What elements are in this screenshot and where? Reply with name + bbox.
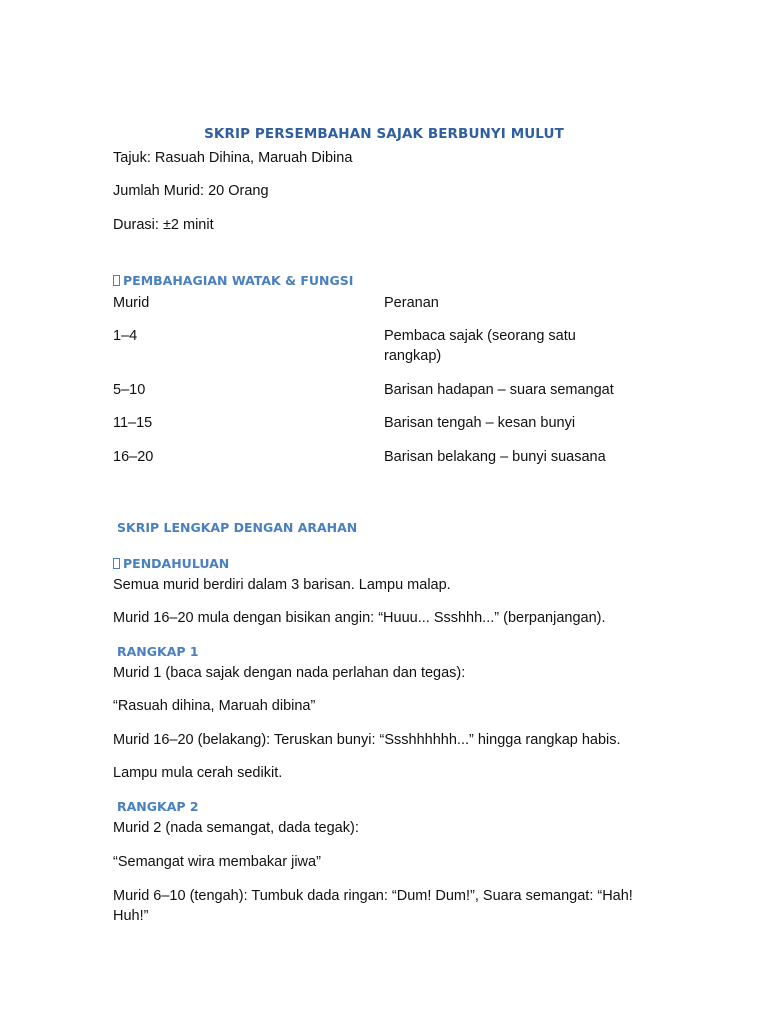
table-header-murid: Murid — [113, 295, 150, 311]
table-header-peranan: Peranan — [384, 295, 439, 311]
table-cell-peranan: Barisan belakang – bunyi suasana — [384, 449, 606, 465]
roles-heading — [113, 273, 353, 288]
info-durasi: Durasi: ±2 minit — [113, 217, 214, 233]
info-jumlah: Jumlah Murid: 20 Orang — [113, 183, 269, 199]
rangkap2-line: Murid 6–10 (tengah): Tumbuk dada ringan: “Dum! Dum!”, Suara semangat: “Hah! Huh!” — [113, 888, 633, 924]
rangkap1-line: Murid 16–20 (belakang): Teruskan bunyi: “Ssshhhhhh...” hingga rangkap habis. — [113, 732, 621, 748]
table-cell-murid: 16–20 — [113, 449, 154, 465]
missing-glyph-icon — [113, 558, 120, 569]
missing-glyph-icon — [113, 275, 120, 286]
table-cell-peranan: Barisan hadapan – suara semangat — [384, 382, 614, 398]
script-heading: SKRIP LENGKAP DENGAN ARAHAN — [117, 520, 358, 535]
rangkap1-heading: RANGKAP 1 — [117, 644, 199, 659]
table-cell-murid: 1–4 — [113, 328, 138, 344]
rangkap2-line: “Semangat wira membakar jiwa” — [113, 854, 321, 870]
table-cell-peranan: Pembaca sajak (seorang satu rangkap) — [384, 328, 576, 364]
pendahuluan-heading — [113, 556, 229, 571]
rangkap1-line: “Rasuah dihina, Maruah dibina” — [113, 698, 316, 714]
table-cell-murid: 5–10 — [113, 382, 146, 398]
rangkap1-line: Lampu mula cerah sedikit. — [113, 765, 283, 781]
rangkap2-line: Murid 2 (nada semangat, dada tegak): — [113, 820, 359, 836]
roles-heading-text: PEMBAHAGIAN WATAK & FUNGSI — [123, 273, 354, 288]
document-title: SKRIP PERSEMBAHAN SAJAK BERBUNYI MULUT — [204, 126, 564, 142]
table-cell-murid: 11–15 — [113, 415, 153, 431]
rangkap1-line: Murid 1 (baca sajak dengan nada perlahan dan tegas): — [113, 665, 466, 681]
pendahuluan-heading-text: PENDAHULUAN — [123, 556, 230, 571]
pendahuluan-line: Murid 16–20 mula dengan bisikan angin: “Huuu... Ssshhh...” (berpanjangan). — [113, 610, 606, 626]
pendahuluan-line: Semua murid berdiri dalam 3 barisan. Lampu malap. — [113, 577, 451, 593]
info-tajuk: Tajuk: Rasuah Dihina, Maruah Dibina — [113, 150, 353, 166]
rangkap2-heading: RANGKAP 2 — [117, 799, 199, 814]
table-cell-peranan: Barisan tengah – kesan bunyi — [384, 415, 576, 431]
